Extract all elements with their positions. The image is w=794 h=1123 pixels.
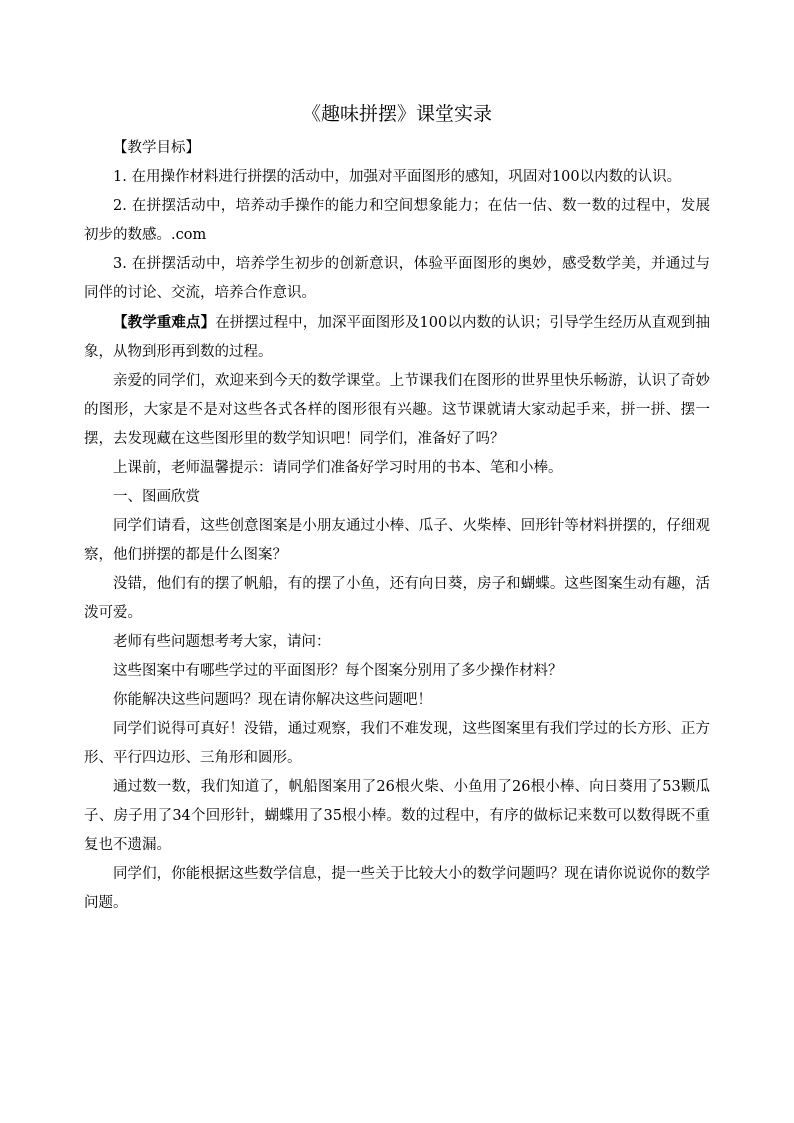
shapes-paragraph: 同学们说得可真好！没错，通过观察，我们不难发现，这些图案里有我们学过的长方形、正方形、平行四边形、三角形和圆形。 — [84, 721, 710, 766]
solve-paragraph: 你能解决这些问题吗？现在请你解决这些问题吧！ — [113, 692, 432, 708]
objectives-heading: 【教学目标】 — [113, 140, 200, 156]
key-points-paragraph — [84, 308, 710, 367]
objective-1: 1. 在用操作材料进行拼摆的活动中，加强对平面图形的感知，巩固对100以内数的认识。 — [113, 169, 682, 185]
count-paragraph: 通过数一数，我们知道了，帆船图案用了26根火柴、小鱼用了26根小棒、向日葵用了53颗瓜子、房子用了34个回形针，蝴蝶用了35根小棒。数的过程中，有序的做标记来数可以数得既不重复也不遗漏。 — [84, 779, 710, 853]
question-intro-paragraph: 老师有些问题想考考大家，请问： — [113, 634, 331, 650]
question-paragraph: 这些图案中有哪些学过的平面图形？每个图案分别用了多少操作材料？ — [113, 663, 563, 679]
key-points-heading: 【教学重难点】 — [113, 314, 216, 331]
document-title: 《趣味拼摆》课堂实录 — [301, 103, 492, 125]
section-heading-picture-appreciation: 一、图画欣赏 — [113, 489, 200, 505]
key-points-text: 在拼摆过程中，加深平面图形及100以内数的认识；引导学生经历从直观到抽象，从物到形再到数的过程。 — [84, 315, 710, 360]
answer-paragraph: 没错，他们有的摆了帆船，有的摆了小鱼，还有向日葵，房子和蝴蝶。这些图案生动有趣，活泼可爱。 — [84, 576, 710, 621]
reminder-paragraph: 上课前，老师温馨提示：请同学们准备好学习时用的书本、笔和小棒。 — [113, 460, 563, 476]
objective-3: 3. 在拼摆活动中，培养学生初步的创新意识，体验平面图形的奥妙，感受数学美，并通过与同伴的讨论、交流，培养合作意识。 — [84, 256, 710, 301]
look-paragraph: 同学们请看，这些创意图案是小朋友通过小棒、瓜子、火柴棒、回形针等材料拼摆的，仔细观察，他们拼摆的都是什么图案？ — [84, 518, 710, 563]
welcome-paragraph: 亲爱的同学们，欢迎来到今天的数学课堂。上节课我们在图形的世界里快乐畅游，认识了奇妙的图形，大家是不是对这些各式各样的图形很有兴趣。这节课就请大家动起手来，拼一拼、摆一摆，去发现藏在这些图形里的数学知识吧！同学们，准备好了吗？ — [84, 373, 710, 447]
document-body — [84, 100, 710, 918]
compare-paragraph: 同学们，你能根据这些数学信息，提一些关于比较大小的数学问题吗？现在请你说说你的数学问题。 — [84, 866, 710, 911]
objective-2: 2. 在拼摆活动中，培养动手操作的能力和空间想象能力；在估一估、数一数的过程中，发展初步的数感。.com — [84, 198, 710, 243]
